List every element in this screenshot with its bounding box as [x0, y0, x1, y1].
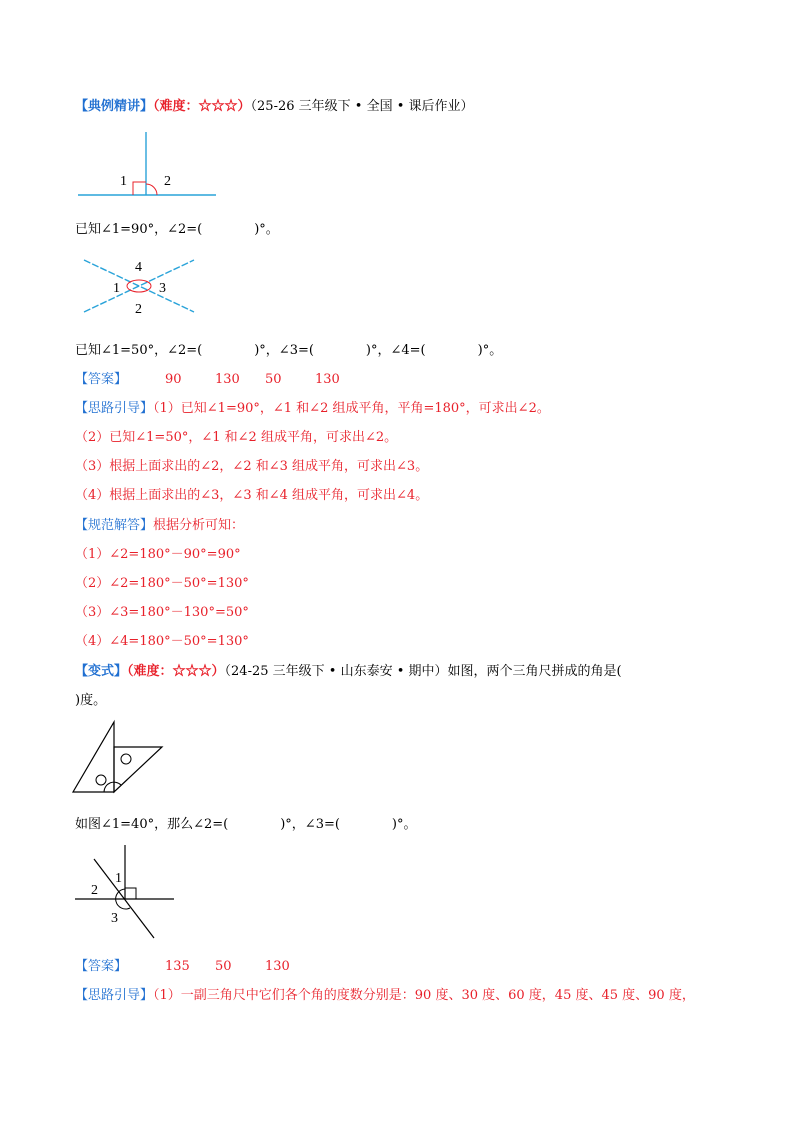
- angle-label-3: 3: [159, 281, 166, 296]
- angle-label-1: 1: [115, 871, 122, 886]
- variant-answer: [75, 958, 290, 976]
- variant-difficulty: （难度：☆☆☆）: [127, 664, 225, 679]
- angle-arc: [146, 184, 157, 195]
- hole-right: [121, 754, 131, 764]
- answer-2: 130: [215, 372, 240, 387]
- angle-label-3: 3: [111, 911, 118, 926]
- right-angle-mark: [125, 888, 136, 899]
- example-question-2: 已知∠1=50°，∠2=( )°，∠3=( )°，∠4=( )°。: [75, 343, 503, 358]
- example-difficulty: （难度：☆☆☆）: [153, 99, 251, 114]
- example-hint-1: [75, 400, 550, 418]
- figure-crossing-lines: [70, 254, 210, 318]
- answer-1: 135: [165, 959, 190, 974]
- angle-label-2: 2: [135, 302, 142, 317]
- example-tag: 【典例精讲】: [75, 99, 154, 114]
- answer-2: 50: [215, 959, 232, 974]
- hint-tag: 【思路引导】: [75, 988, 154, 1003]
- answer-3: 50: [265, 372, 282, 387]
- answer-3: 130: [265, 959, 290, 974]
- example-source: （25-26 三年级下 • 全国 • 课后作业）: [250, 99, 474, 114]
- angle-label-1: 1: [120, 174, 127, 189]
- example-hint-2: （2）已知∠1=50°，∠1 和∠2 组成平角，可求出∠2。: [75, 430, 398, 445]
- answer-1: 90: [165, 372, 182, 387]
- example-solution-4: （4）∠4=180°－50°=130°: [75, 634, 249, 649]
- answer-4: 130: [315, 372, 340, 387]
- answer-tag: 【答案】: [75, 959, 128, 974]
- variant-question-cont: )度。: [75, 693, 107, 708]
- solution-intro: 根据分析可知：: [153, 518, 245, 533]
- hint-text: （1）一副三角尺中它们各个角的度数分别是：90 度、30 度、60 度，45 度、45 度、90 度，: [153, 988, 695, 1003]
- variant-question-2: 如图∠1=40°，那么∠2=( )°，∠3=( )°。: [75, 817, 417, 832]
- figure-angles-123: [70, 842, 190, 942]
- example-solution-3: （3）∠3=180°－130°=50°: [75, 605, 249, 620]
- variant-tag: 【变式】: [75, 664, 128, 679]
- example-question-1: 已知∠1=90°，∠2=( )°。: [75, 222, 279, 237]
- hint-tag: 【思路引导】: [75, 401, 154, 416]
- solution-tag: 【规范解答】: [75, 518, 154, 533]
- hole-left: [96, 775, 106, 785]
- angle-label-2: 2: [91, 883, 98, 898]
- hint-text: （1）已知∠1=90°，∠1 和∠2 组成平角，平角=180°，可求出∠2。: [153, 401, 550, 416]
- variant-hint-1: [75, 987, 695, 1005]
- figure-perpendicular: [70, 128, 230, 206]
- figure-set-squares: [70, 718, 170, 796]
- example-hint-3: （3）根据上面求出的∠2，∠2 和∠3 组成平角，可求出∠3。: [75, 459, 429, 474]
- answer-tag: 【答案】: [75, 372, 128, 387]
- example-solution-2: （2）∠2=180°－50°=130°: [75, 576, 249, 591]
- angle-label-2: 2: [164, 174, 171, 189]
- variant-header: [75, 663, 622, 681]
- triangle-30-60: [73, 722, 114, 792]
- example-hint-4: （4）根据上面求出的∠3，∠3 和∠4 组成平角，可求出∠4。: [75, 488, 429, 503]
- example-answer: [75, 371, 340, 389]
- example-solution-header: [75, 517, 244, 535]
- example-solution-1: （1）∠2=180°－90°=90°: [75, 547, 241, 562]
- angle-label-4: 4: [135, 260, 142, 275]
- angle-label-1: 1: [113, 281, 120, 296]
- example-header: [75, 98, 474, 116]
- variant-source-question: （24-25 三年级下 • 山东泰安 • 期中）如图，两个三角尺拼成的角是(: [224, 664, 622, 679]
- right-angle-mark: [133, 182, 146, 195]
- triangle-45: [114, 747, 162, 792]
